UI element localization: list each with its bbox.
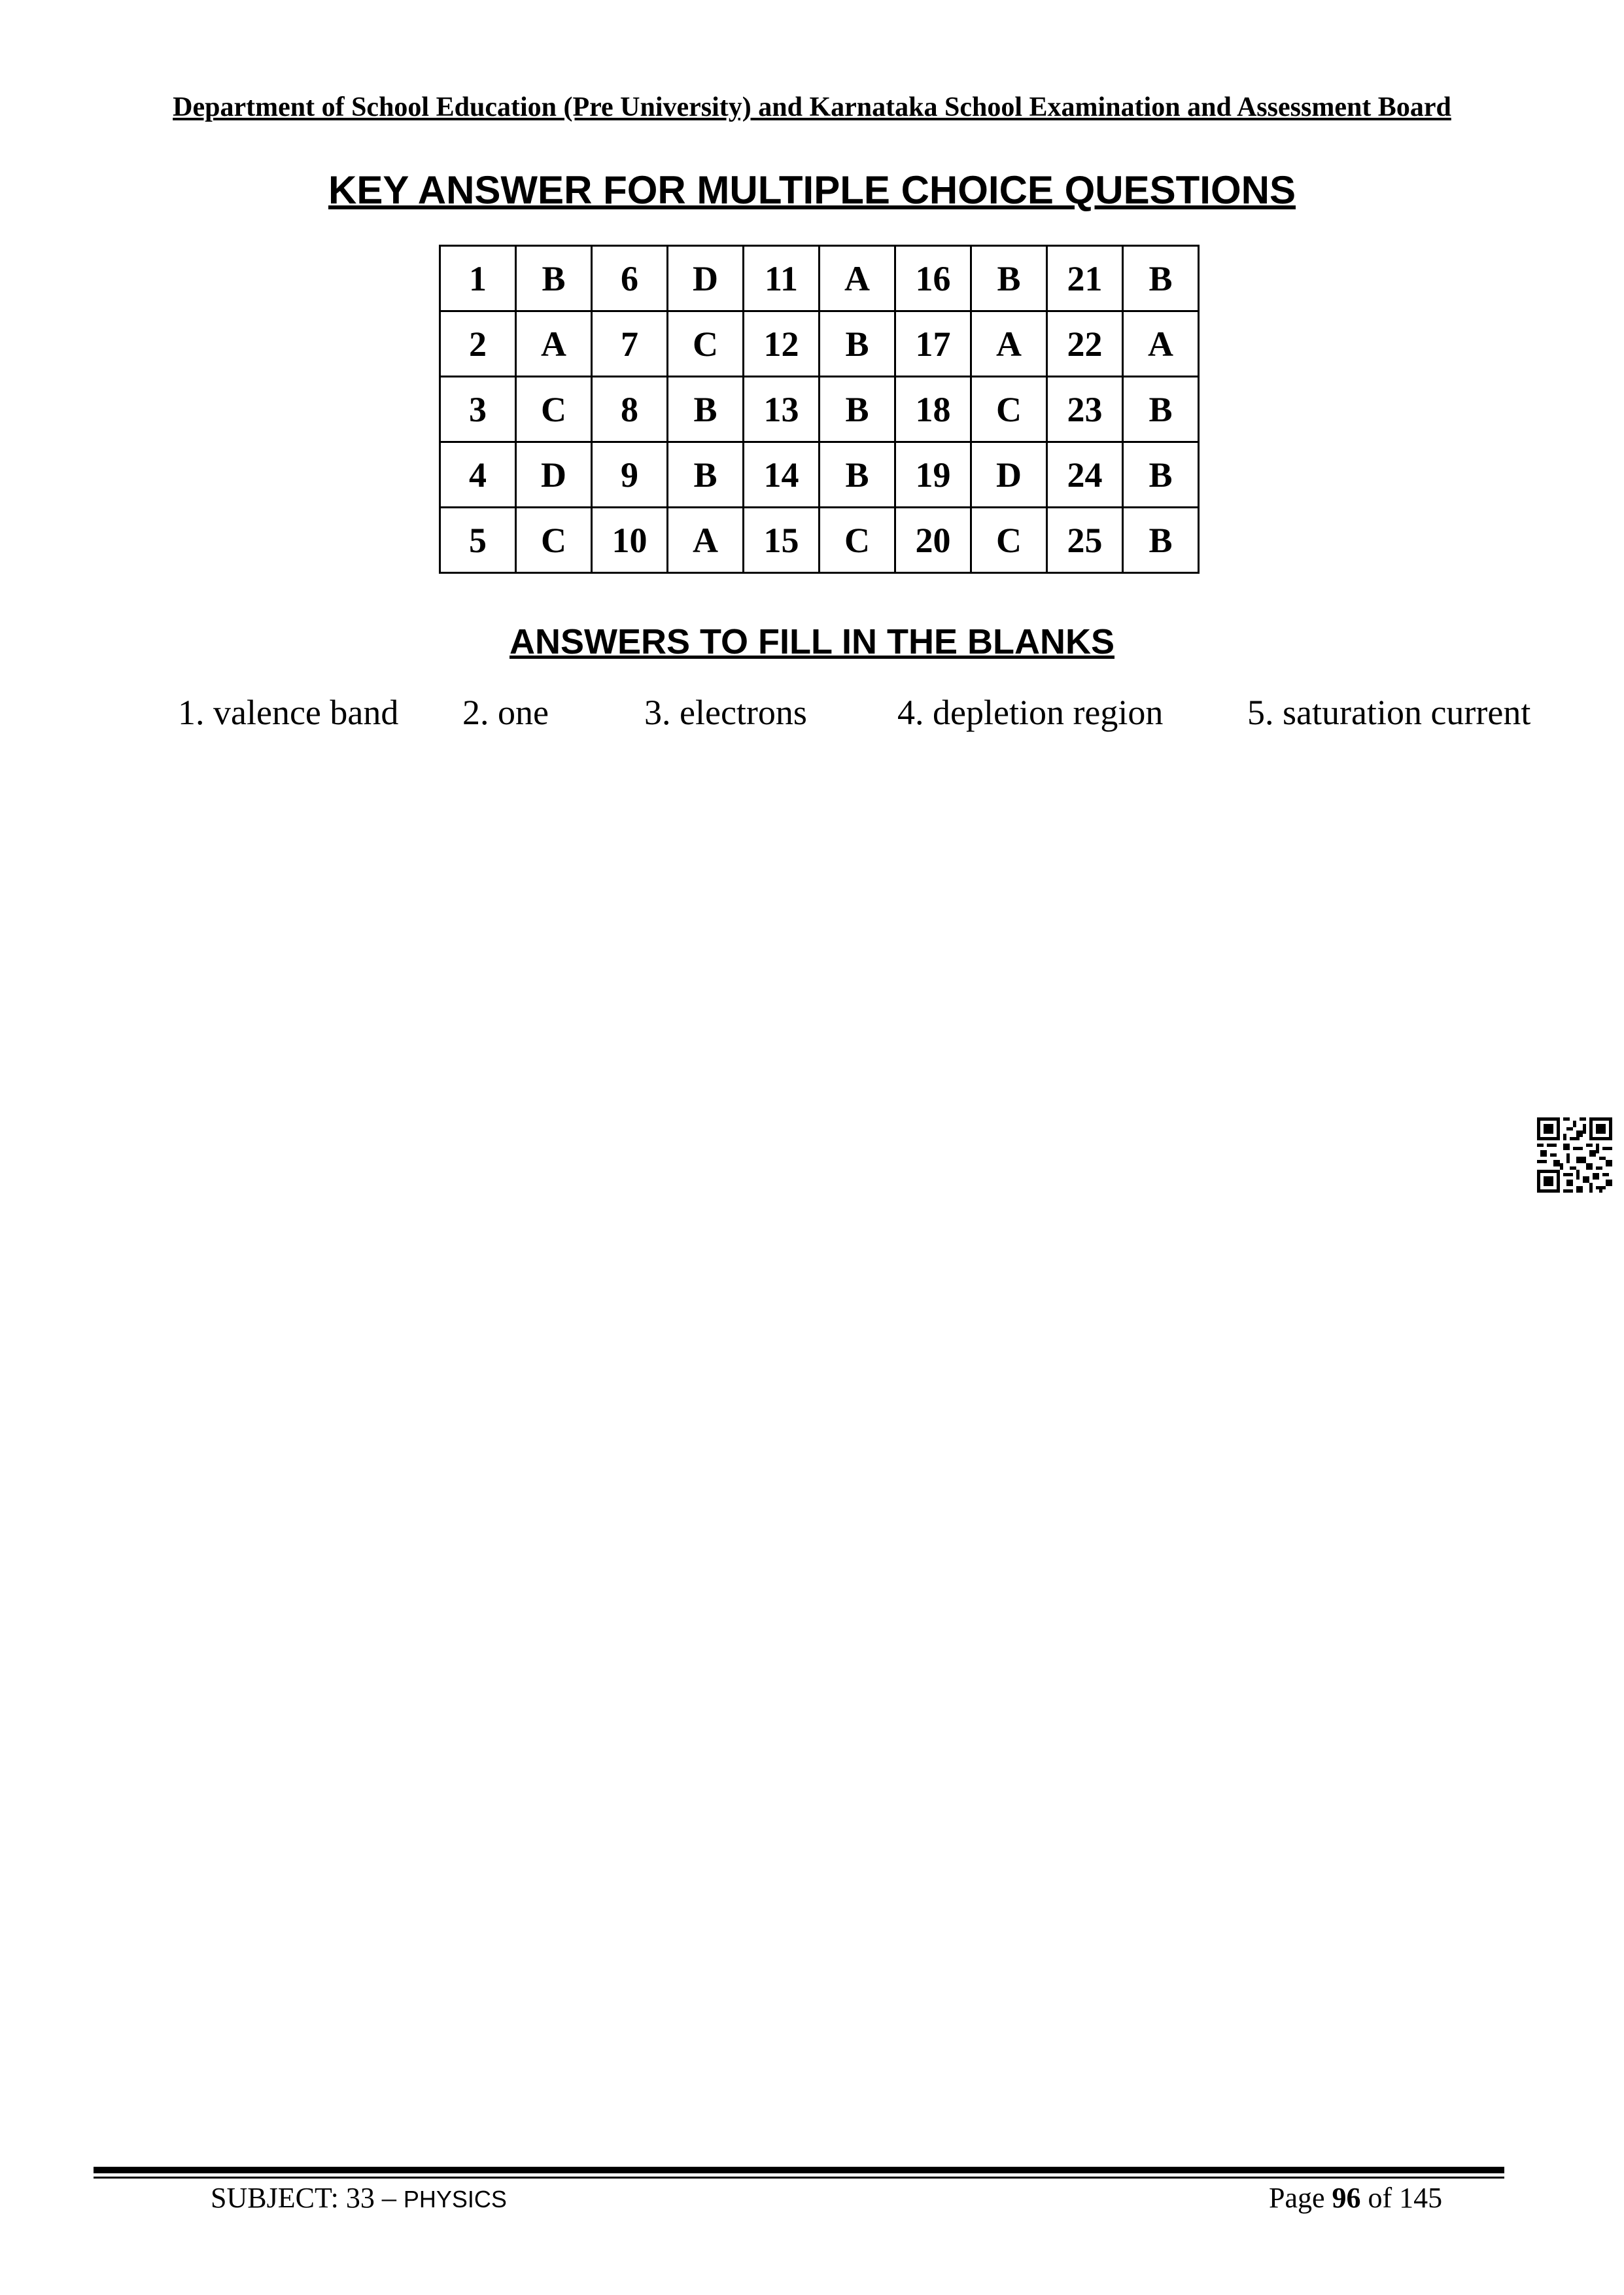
question-number: 16: [895, 246, 971, 311]
answer-option: B: [1123, 442, 1199, 508]
answer-option: C: [668, 311, 744, 377]
fill-blanks-answers: [0, 692, 1624, 738]
question-number: 23: [1047, 377, 1123, 442]
question-number: 25: [1047, 508, 1123, 573]
answer-option: C: [820, 508, 895, 573]
answer-option: B: [820, 311, 895, 377]
current-page: 96: [1332, 2182, 1361, 2214]
answer-option: C: [971, 377, 1047, 442]
question-number: 2: [440, 311, 516, 377]
footer-rule-thick: [94, 2167, 1504, 2173]
question-number: 1: [440, 246, 516, 311]
table-row: [440, 442, 1199, 508]
page-label: Page: [1269, 2182, 1325, 2214]
table-row: [440, 311, 1199, 377]
question-number: 17: [895, 311, 971, 377]
answer-option: A: [516, 311, 592, 377]
answer-option: C: [516, 377, 592, 442]
fill-blank-answer: 2. one: [462, 693, 549, 732]
question-number: 13: [744, 377, 820, 442]
question-number: 10: [592, 508, 668, 573]
footer-subject: [211, 2181, 507, 2215]
answer-option: A: [1123, 311, 1199, 377]
question-number: 8: [592, 377, 668, 442]
answer-option: A: [820, 246, 895, 311]
question-number: 7: [592, 311, 668, 377]
question-number: 19: [895, 442, 971, 508]
answer-option: B: [668, 377, 744, 442]
question-number: 18: [895, 377, 971, 442]
answer-option: D: [971, 442, 1047, 508]
question-number: 14: [744, 442, 820, 508]
fill-blank-answer: 4. depletion region: [897, 693, 1164, 732]
answer-option: B: [971, 246, 1047, 311]
answer-option: B: [1123, 377, 1199, 442]
qr-code-icon: [1537, 1117, 1612, 1193]
question-number: 4: [440, 442, 516, 508]
table-row: [440, 246, 1199, 311]
fill-blank-answer: 3. electrons: [644, 693, 807, 732]
mcq-answer-table: [439, 245, 1200, 574]
question-number: 12: [744, 311, 820, 377]
page-header: Department of School Education (Pre University) and Karnataka School Examination and Assessment Board: [173, 92, 1451, 122]
question-number: 11: [744, 246, 820, 311]
table-row: [440, 508, 1199, 573]
mcq-key-title: KEY ANSWER FOR MULTIPLE CHOICE QUESTIONS: [328, 168, 1296, 212]
question-number: 9: [592, 442, 668, 508]
answer-option: B: [1123, 246, 1199, 311]
answer-option: A: [668, 508, 744, 573]
question-number: 6: [592, 246, 668, 311]
total-pages: of 145: [1368, 2182, 1443, 2214]
footer-rule-thin: [94, 2177, 1504, 2179]
answer-option: B: [668, 442, 744, 508]
answer-option: B: [1123, 508, 1199, 573]
table-row: [440, 377, 1199, 442]
question-number: 3: [440, 377, 516, 442]
answer-option: B: [516, 246, 592, 311]
question-number: 5: [440, 508, 516, 573]
subject-name: PHYSICS: [403, 2186, 507, 2213]
answer-option: D: [668, 246, 744, 311]
answer-option: B: [820, 377, 895, 442]
footer-page-number: [1269, 2181, 1442, 2215]
answer-option: D: [516, 442, 592, 508]
fill-blank-answer: 1. valence band: [178, 693, 399, 732]
question-number: 24: [1047, 442, 1123, 508]
question-number: 15: [744, 508, 820, 573]
answer-option: C: [971, 508, 1047, 573]
question-number: 20: [895, 508, 971, 573]
question-number: 22: [1047, 311, 1123, 377]
subject-label: SUBJECT: 33 –: [211, 2182, 396, 2214]
fill-blanks-title: ANSWERS TO FILL IN THE BLANKS: [509, 622, 1114, 661]
answer-option: A: [971, 311, 1047, 377]
question-number: 21: [1047, 246, 1123, 311]
fill-blank-answer: 5. saturation current: [1247, 693, 1531, 732]
answer-option: B: [820, 442, 895, 508]
answer-option: C: [516, 508, 592, 573]
